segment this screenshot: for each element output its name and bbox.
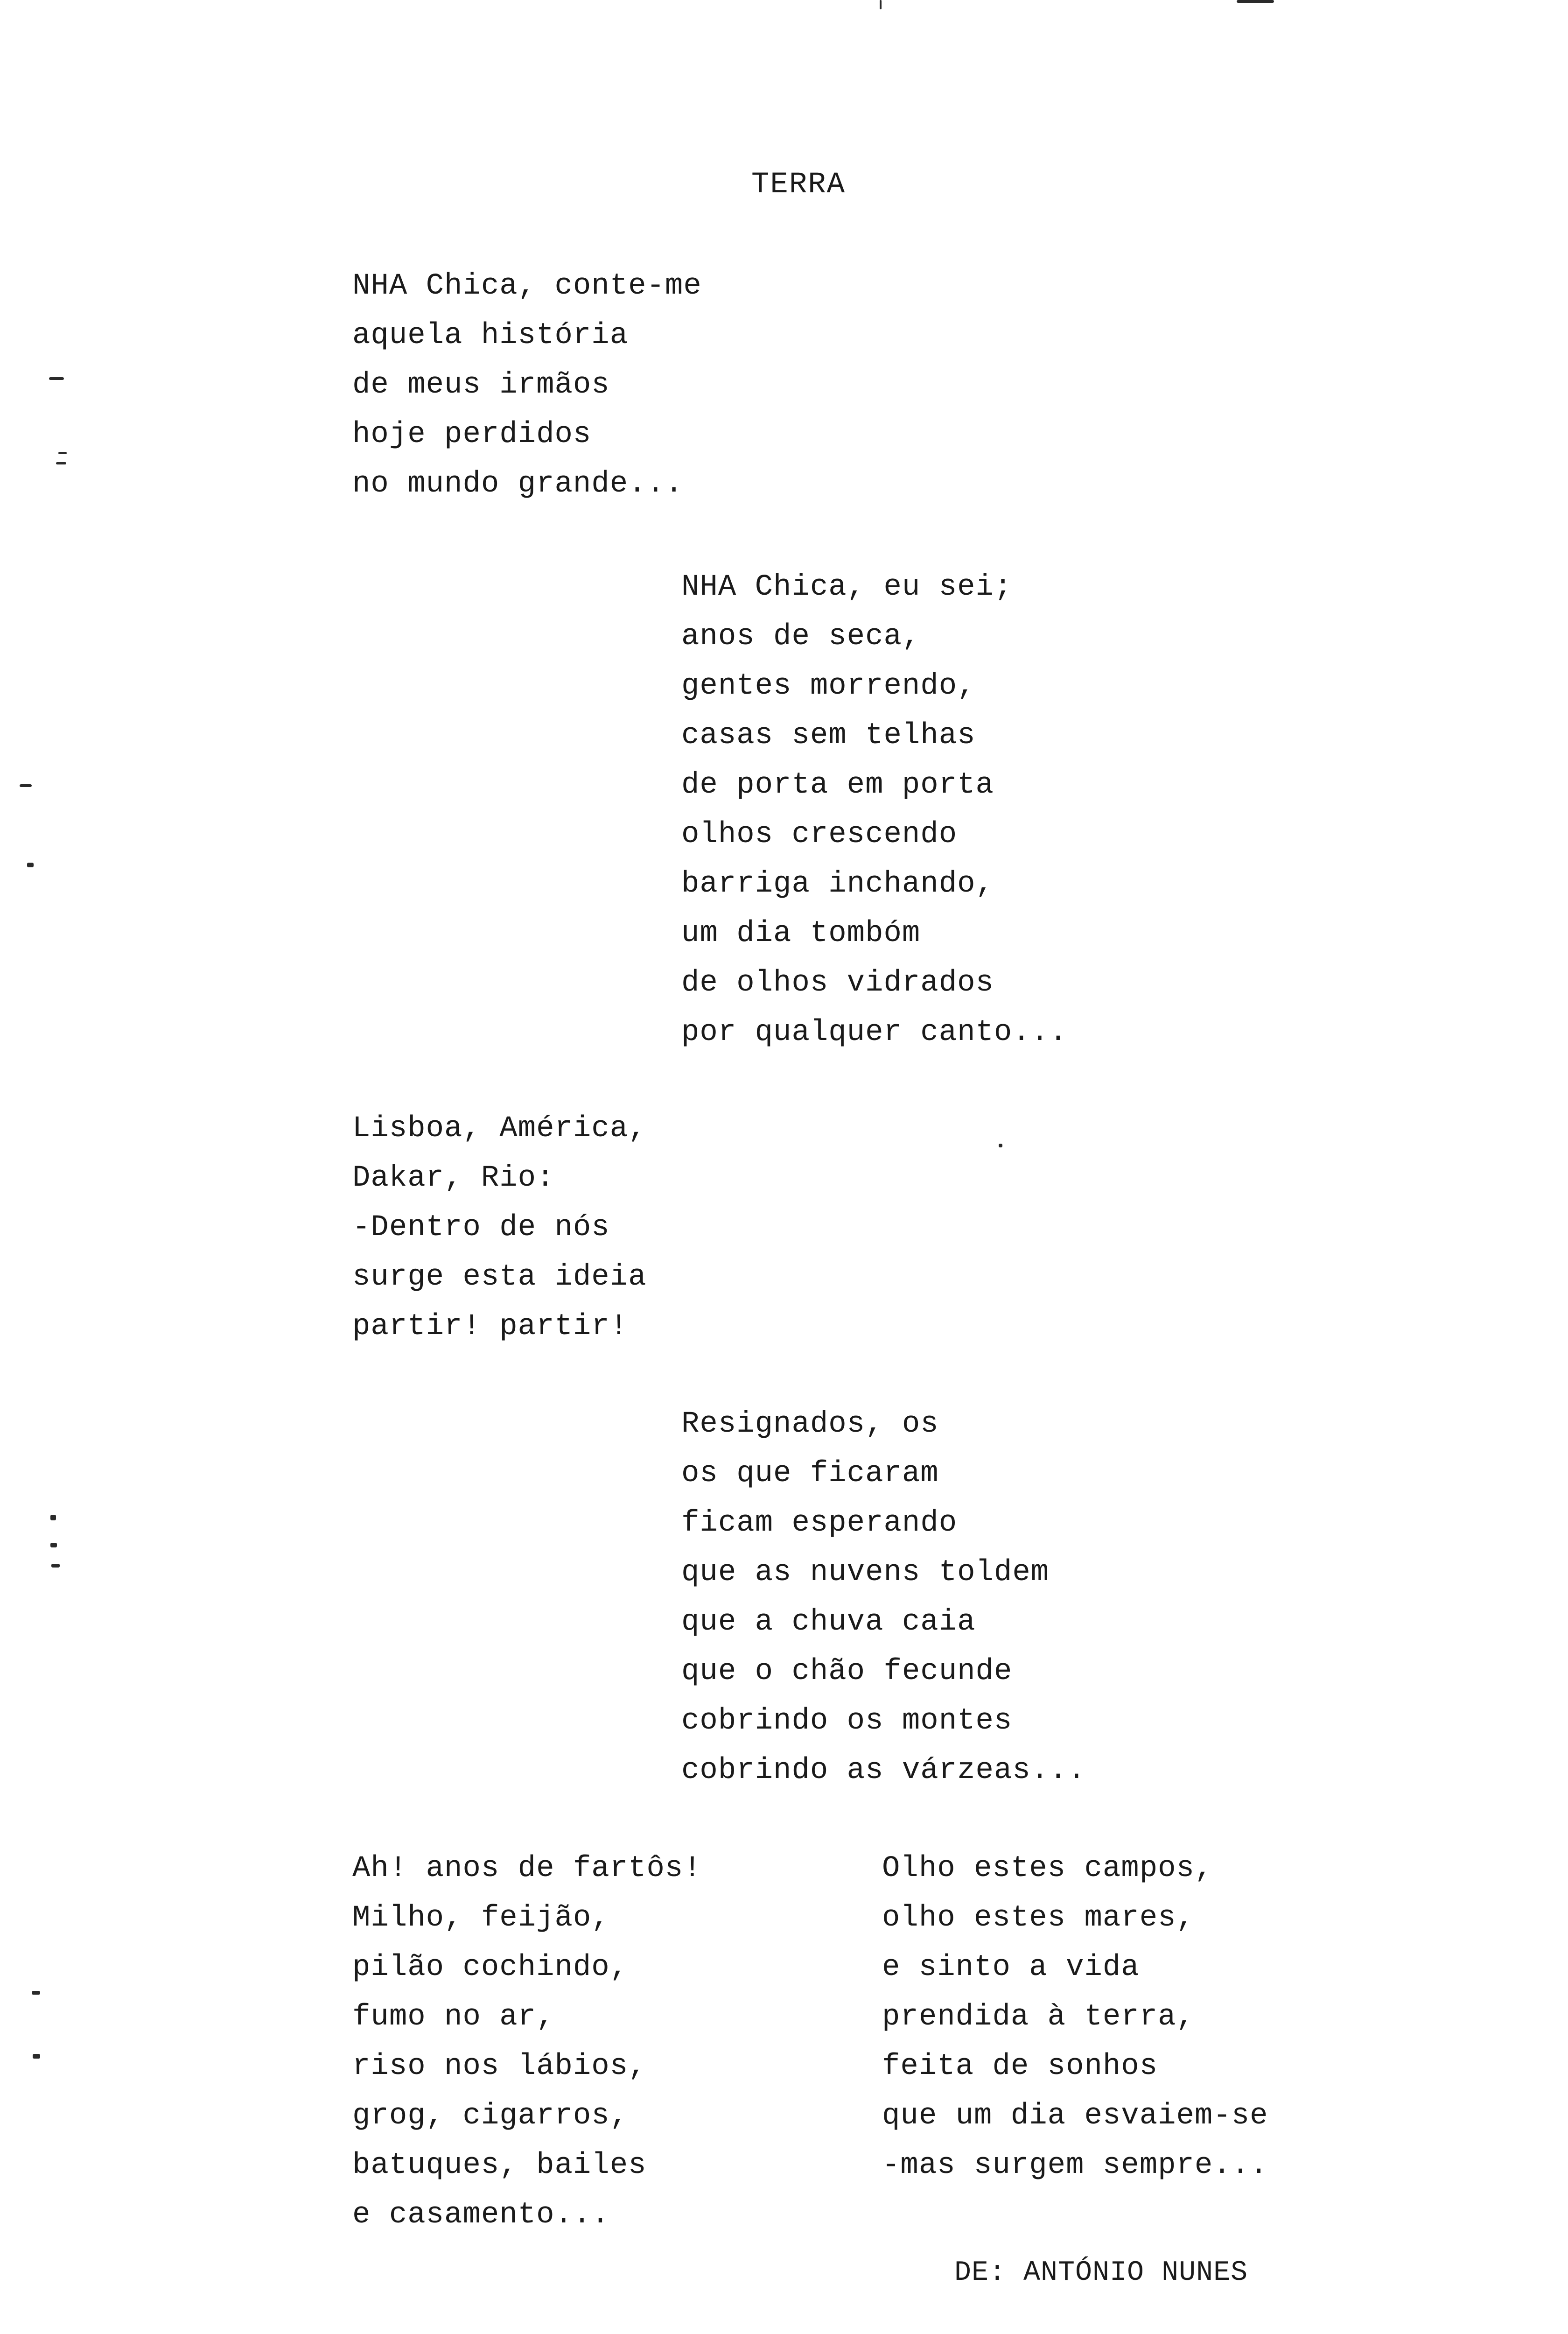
poem-line: Milho, feijão, (352, 1901, 610, 1935)
poem-line: olho estes mares, (882, 1901, 1195, 1935)
stanza-5 (352, 1844, 702, 2240)
poem-line: aquela história (352, 319, 629, 352)
poem-line: fumo no ar, (352, 2000, 555, 2034)
poem-line: um dia tombóm (681, 917, 921, 950)
scan-mark (999, 1144, 1002, 1147)
scan-mark (32, 1991, 40, 1995)
poem-line: gentes morrendo, (681, 669, 976, 703)
scan-mark (51, 1564, 60, 1568)
poem-line: feita de sonhos (882, 2050, 1158, 2083)
poem-line: de olhos vidrados (681, 966, 994, 1000)
stanza-2 (681, 562, 1068, 1057)
poem-line: anos de seca, (681, 620, 921, 654)
poem-line: ficam esperando (681, 1506, 958, 1540)
poem-line: NHA Chica, eu sei; (681, 570, 1013, 604)
poem-line: por qualquer canto... (681, 1016, 1068, 1049)
scan-mark (50, 1515, 56, 1520)
poem-line: Ah! anos de fartôs! (352, 1852, 702, 1885)
scan-mark (20, 784, 32, 787)
poem-line: no mundo grande... (352, 467, 684, 501)
stanza-3 (352, 1104, 647, 1351)
stanza-6 (882, 1844, 1268, 2190)
poem-line: hoje perdidos (352, 418, 592, 451)
poem-line: cobrindo os montes (681, 1704, 1013, 1738)
poem-line: e casamento... (352, 2198, 610, 2232)
poem-line: que o chão fecunde (681, 1655, 1013, 1688)
stanza-1 (352, 261, 702, 509)
poem-line: Olho estes campos, (882, 1852, 1213, 1885)
poem-line: cobrindo as várzeas... (681, 1754, 1086, 1787)
poem-line: riso nos lábios, (352, 2050, 647, 2083)
poem-line: Lisboa, América, (352, 1112, 647, 1146)
poem-line: pilão cochindo, (352, 1951, 629, 1984)
poem-line: prendida à terra, (882, 2000, 1195, 2034)
scan-mark (58, 452, 67, 454)
poem-line: de porta em porta (681, 768, 994, 802)
poem-line: que um dia esvaiem-se (882, 2099, 1268, 2133)
poem-line: olhos crescendo (681, 818, 958, 851)
poem-line: que as nuvens toldem (681, 1556, 1050, 1589)
poem-line: Resignados, os (681, 1407, 939, 1441)
scan-mark (33, 2054, 40, 2059)
poem-line: -mas surgem sempre... (882, 2149, 1268, 2182)
scan-mark (56, 462, 66, 464)
scan-mark (50, 1543, 57, 1547)
scan-mark (27, 863, 34, 867)
poem-line: NHA Chica, conte-me (352, 269, 702, 303)
poem-line: barriga inchando, (681, 867, 994, 901)
poem-line: batuques, bailes (352, 2149, 647, 2182)
poem-line: grog, cigarros, (352, 2099, 629, 2133)
poem-title: TERRA (751, 168, 846, 202)
stanza-4 (681, 1399, 1086, 1795)
poem-line: Dakar, Rio: (352, 1161, 555, 1195)
scan-mark (880, 0, 882, 9)
poem-line: de meus irmãos (352, 368, 610, 402)
poem-line: os que ficaram (681, 1457, 939, 1490)
poem-line: partir! partir! (352, 1310, 629, 1343)
scan-mark (1237, 0, 1274, 3)
poem-line: que a chuva caia (681, 1605, 976, 1639)
poem-line: surge esta ideia (352, 1260, 647, 1294)
poem-line: casas sem telhas (681, 719, 976, 752)
author-signature: DE: ANTÓNIO NUNES (954, 2257, 1248, 2289)
poem-line: -Dentro de nós (352, 1211, 610, 1244)
scan-mark (49, 377, 64, 380)
poem-line: e sinto a vida (882, 1951, 1140, 1984)
